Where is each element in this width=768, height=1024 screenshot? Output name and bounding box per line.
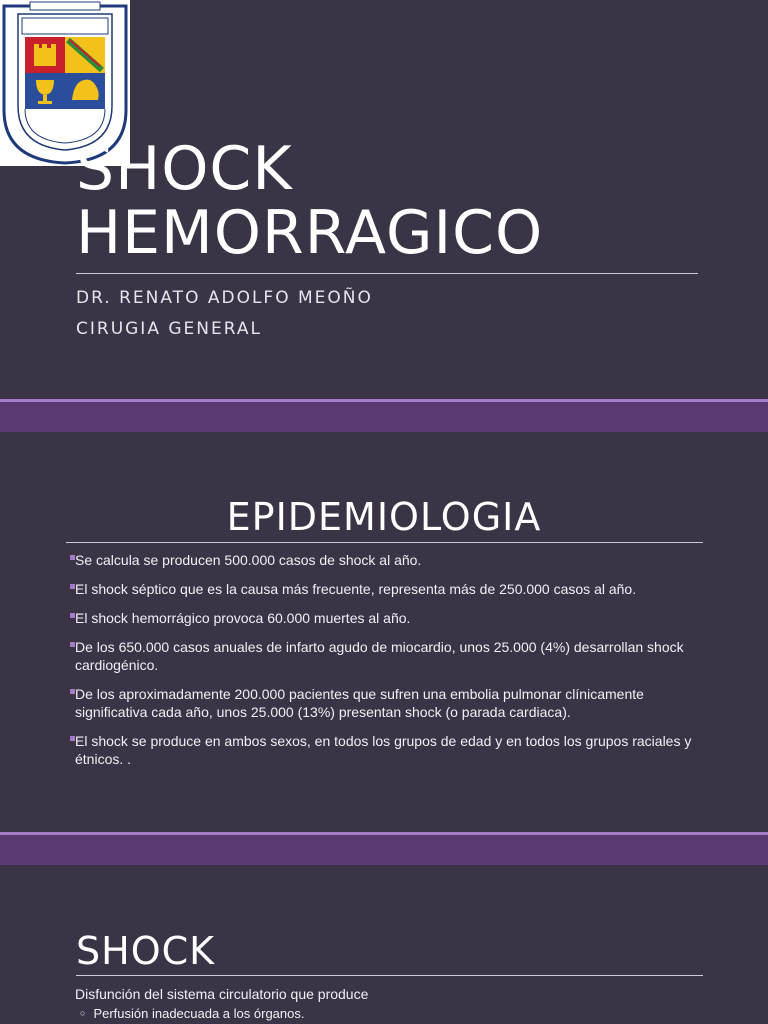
slide-separator <box>0 832 768 865</box>
bullet-square-icon <box>70 689 75 694</box>
title-line-2: HEMORRAGICO <box>76 198 544 268</box>
author-name: DR. RENATO ADOLFO MEOÑO <box>76 288 373 308</box>
epidemiology-bullets <box>70 551 710 779</box>
bullet-item: El shock séptico que es la causa más frecuente, representa más de 250.000 casos al año. <box>70 580 710 598</box>
department: CIRUGIA GENERAL <box>76 319 262 339</box>
title-divider <box>76 273 698 274</box>
shock-divider <box>76 975 703 976</box>
epidemiology-divider <box>66 542 703 543</box>
shock-sub-bullet: ○ Perfusión inadecuada a los órganos. <box>80 1006 305 1021</box>
bullet-square-icon <box>70 584 75 589</box>
bullet-item: El shock hemorrágico provoca 60.000 muertes al año. <box>70 609 710 627</box>
shock-definition: Disfunción del sistema circulatorio que produce <box>75 986 369 1002</box>
epidemiology-title: EPIDEMIOLOGIA <box>226 495 542 539</box>
shock-title: SHOCK <box>76 929 216 973</box>
bullet-square-icon <box>70 613 75 618</box>
slide-separator <box>0 399 768 432</box>
bullet-square-icon <box>70 736 75 741</box>
bullet-square-icon <box>70 555 75 560</box>
bullet-square-icon <box>70 642 75 647</box>
subtitle <box>76 283 373 345</box>
bullet-item: El shock se produce en ambos sexos, en todos los grupos de edad y en todos los grupos raciales y étnicos. . <box>70 732 710 768</box>
bullet-item: De los aproximadamente 200.000 pacientes que sufren una embolia pulmonar clínicamente significativa cada año, unos 25.000 (13%) presentan shock (o parada cardiaca). <box>70 685 710 721</box>
bullet-item: De los 650.000 casos anuales de infarto agudo de miocardio, unos 25.000 (4%) desarrollan shock cardiogénico. <box>70 638 710 674</box>
slide-title <box>76 134 716 268</box>
bullet-item: Se calcula se producen 500.000 casos de shock al año. <box>70 551 710 569</box>
title-slide <box>0 0 768 400</box>
circle-bullet-icon: ○ <box>80 1008 86 1018</box>
title-line-1: SHOCK <box>76 134 293 204</box>
